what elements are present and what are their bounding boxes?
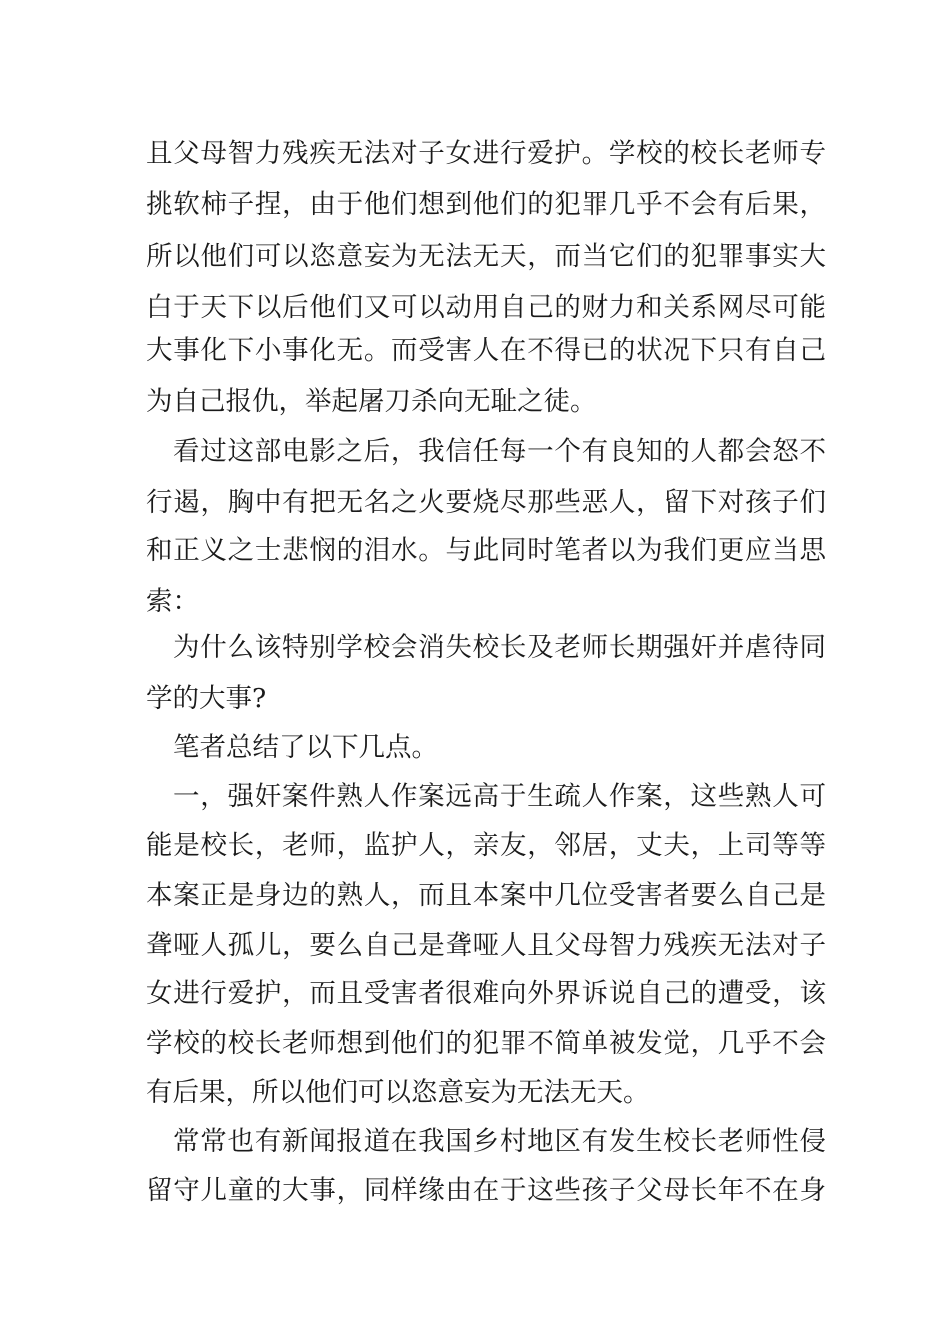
- text-line: 能是校长，老师，监护人，亲友，邻居，丈夫，上司等等: [146, 830, 826, 861]
- text-line: 为自己报仇，举起屠刀杀向无耻之徒。: [146, 386, 597, 417]
- text-line: 索：: [146, 586, 199, 617]
- text-line: 学校的校长老师想到他们的犯罪不简单被发觉，几乎不会: [146, 1028, 826, 1059]
- text-line: 聋哑人孤儿，要么自己是聋哑人且父母智力残疾无法对子: [146, 930, 826, 961]
- text-line: 有后果，所以他们可以恣意妄为无法无天。: [146, 1077, 650, 1108]
- text-line: 笔者总结了以下几点。: [173, 732, 438, 763]
- text-line: 且父母智力残疾无法对子女进行爱护。学校的校长老师专: [146, 138, 826, 169]
- text-line: 看过这部电影之后，我信任每一个有良知的人都会怒不: [173, 436, 826, 467]
- text-line: 和正义之士悲悯的泪水。与此同时笔者以为我们更应当思: [146, 535, 826, 566]
- text-line: 为什么该特别学校会消失校长及老师长期强奸并虐待同: [173, 632, 826, 663]
- text-line: 白于天下以后他们又可以动用自己的财力和关系网尽可能: [146, 292, 826, 323]
- text-line: 所以他们可以恣意妄为无法无天，而当它们的犯罪事实大: [146, 241, 826, 272]
- text-line: 大事化下小事化无。而受害人在不得已的状况下只有自己: [146, 335, 826, 366]
- text-line: 本案正是身边的熟人，而且本案中几位受害者要么自己是: [146, 880, 826, 911]
- text-line: 行遏，胸中有把无名之火要烧尽那些恶人，留下对孩子们: [146, 487, 826, 518]
- text-line: 常常也有新闻报道在我国乡村地区有发生校长老师性侵: [173, 1126, 826, 1157]
- text-line: 女进行爱护，而且受害者很难向外界诉说自己的遭受，该: [146, 978, 826, 1009]
- text-line: 留守儿童的大事，同样缘由在于这些孩子父母长年不在身: [146, 1175, 826, 1206]
- text-line: 挑软柿子捏，由于他们想到他们的犯罪几乎不会有后果，: [146, 189, 826, 220]
- text-line: 学的大事?: [146, 683, 267, 714]
- text-line: 一，强奸案件熟人作案远高于生疏人作案，这些熟人可: [173, 781, 826, 812]
